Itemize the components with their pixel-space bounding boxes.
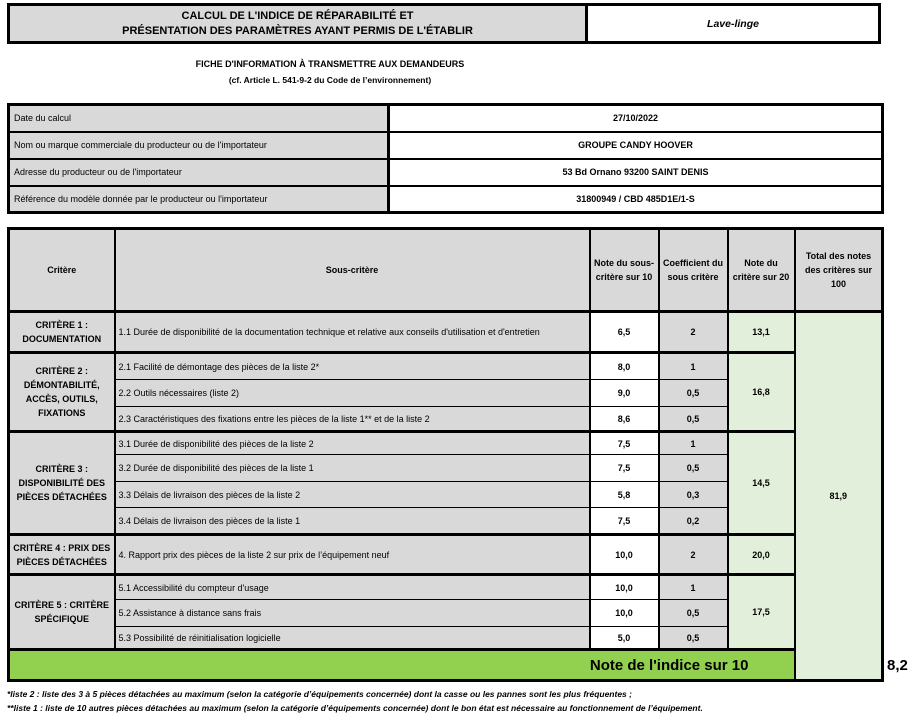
sub-criterion-1-1-cell: 1.1 Durée de disponibilité de la documentation technique et relative aux conseils d'utilisation et d'entretien bbox=[115, 312, 590, 353]
sub-criterion-2-1-cell: 2.1 Facilité de démontage des pièces de la liste 2* bbox=[115, 353, 590, 380]
subtitle-line1: FICHE D'INFORMATION À TRANSMETTRE AUX DEMANDEURS bbox=[195, 59, 465, 69]
header-sous-critere: Sous-critère bbox=[115, 229, 590, 312]
info-label-model: Référence du modèle donnée par le producteur ou l'importateur bbox=[9, 186, 389, 213]
header-total: Total des notes des critères sur 100 bbox=[795, 229, 883, 312]
final-index-row: Note de l'indice sur 10 8,2 bbox=[9, 650, 883, 681]
document-title-box bbox=[7, 3, 588, 44]
footnote-liste1: **liste 1 : liste de 10 autres pièces détachées au maximum (selon la catégorie d’équipements concernée) dont le bon état est nécessaire au fonctionnement de l’équipement. bbox=[7, 703, 703, 713]
info-value-brand: GROUPE CANDY HOOVER bbox=[389, 132, 883, 159]
table-row bbox=[9, 312, 883, 353]
coefficient-cell-2-3: 0,5 bbox=[659, 407, 728, 432]
info-row-address bbox=[9, 159, 883, 186]
table-row bbox=[9, 535, 883, 575]
header-critere: Critère bbox=[9, 229, 115, 312]
criterion-1-name-cell: CRITÈRE 1 : DOCUMENTATION bbox=[9, 312, 115, 353]
note-cell-3-3: 5,8 bbox=[590, 482, 659, 508]
final-index-label: Note de l'indice sur 10 bbox=[9, 650, 795, 681]
score-table bbox=[7, 227, 908, 682]
coefficient-cell-3-1: 1 bbox=[659, 432, 728, 455]
criterion-2-note20-cell: 16,8 bbox=[728, 353, 795, 432]
sub-criterion-2-3-cell: 2.3 Caractéristiques des fixations entre les pièces de la liste 1** et de la liste 2 bbox=[115, 407, 590, 432]
sub-criterion-3-1-cell: 3.1 Durée de disponibilité des pièces de la liste 2 bbox=[115, 432, 590, 455]
note-cell-2-1: 8,0 bbox=[590, 353, 659, 380]
subtitle-block bbox=[0, 57, 660, 88]
table-row bbox=[9, 575, 883, 600]
info-value-date: 27/10/2022 bbox=[389, 105, 883, 132]
info-row-model bbox=[9, 186, 883, 213]
table-row bbox=[9, 432, 883, 455]
coefficient-cell-3-2: 0,5 bbox=[659, 455, 728, 482]
score-table-header-row bbox=[9, 229, 883, 312]
coefficient-cell-5-3: 0,5 bbox=[659, 627, 728, 650]
coefficient-cell-2-2: 0,5 bbox=[659, 380, 728, 407]
note-cell-2-3: 8,6 bbox=[590, 407, 659, 432]
producer-info-table bbox=[7, 103, 884, 214]
criterion-5-note20-cell: 17,5 bbox=[728, 575, 795, 650]
footnotes-block bbox=[7, 687, 881, 715]
info-value-address: 53 Bd Ornano 93200 SAINT DENIS bbox=[389, 159, 883, 186]
sub-criterion-4-cell: 4. Rapport prix des pièces de la liste 2 sur prix de l’équipement neuf bbox=[115, 535, 590, 575]
header-note-sous-critere: Note du sous-critère sur 10 bbox=[590, 229, 659, 312]
sub-criterion-3-2-cell: 3.2 Durée de disponibilité des pièces de la liste 1 bbox=[115, 455, 590, 482]
note-cell-3-1: 7,5 bbox=[590, 432, 659, 455]
footnote-liste2: *liste 2 : liste des 3 à 5 pièces détachées au maximum (selon la catégorie d’équipements concernée) dont la casse ou les pannes sont les plus fréquentes ; bbox=[7, 689, 632, 699]
sub-criterion-3-4-cell: 3.4 Délais de livraison des pièces de la liste 1 bbox=[115, 508, 590, 535]
coefficient-cell-5-2: 0,5 bbox=[659, 600, 728, 627]
note-cell-3-2: 7,5 bbox=[590, 455, 659, 482]
sub-criterion-5-1-cell: 5.1 Accessibilité du compteur d'usage bbox=[115, 575, 590, 600]
note-cell-5-2: 10,0 bbox=[590, 600, 659, 627]
document-title-line1: CALCUL DE L'INDICE DE RÉPARABILITÉ ET bbox=[181, 9, 414, 22]
header-coefficient: Coefficient du sous critère bbox=[659, 229, 728, 312]
note-cell-2-2: 9,0 bbox=[590, 380, 659, 407]
coefficient-cell-2-1: 1 bbox=[659, 353, 728, 380]
product-type-box bbox=[585, 3, 881, 44]
document-title-line2: PRÉSENTATION DES PARAMÈTRES AYANT PERMIS DE L'ÉTABLIR bbox=[122, 24, 473, 37]
coefficient-cell-3-4: 0,2 bbox=[659, 508, 728, 535]
criterion-1-note20-cell: 13,1 bbox=[728, 312, 795, 353]
total-sur-100-cell: 81,9 bbox=[795, 312, 883, 681]
info-row-date bbox=[9, 105, 883, 132]
note-cell-3-4: 7,5 bbox=[590, 508, 659, 535]
product-type-label: Lave-linge bbox=[707, 17, 759, 30]
note-cell-4: 10,0 bbox=[590, 535, 659, 575]
sub-criterion-2-2-cell: 2.2 Outils nécessaires (liste 2) bbox=[115, 380, 590, 407]
criterion-3-note20-cell: 14,5 bbox=[728, 432, 795, 535]
criterion-5-name-cell: CRITÈRE 5 : CRITÈRE SPÉCIFIQUE bbox=[9, 575, 115, 650]
note-cell-5-1: 10,0 bbox=[590, 575, 659, 600]
info-label-address: Adresse du producteur ou de l'importateur bbox=[9, 159, 389, 186]
table-row bbox=[9, 353, 883, 380]
note-cell-1-1: 6,5 bbox=[590, 312, 659, 353]
criterion-4-name-cell: CRITÈRE 4 : PRIX DES PIÈCES DÉTACHÉES bbox=[9, 535, 115, 575]
coefficient-cell-5-1: 1 bbox=[659, 575, 728, 600]
coefficient-cell-3-3: 0,3 bbox=[659, 482, 728, 508]
info-label-date: Date du calcul bbox=[9, 105, 389, 132]
sub-criterion-5-3-cell: 5.3 Possibilité de réinitialisation logicielle bbox=[115, 627, 590, 650]
header-note-critere: Note du critère sur 20 bbox=[728, 229, 795, 312]
coefficient-cell-4: 2 bbox=[659, 535, 728, 575]
info-row-brand bbox=[9, 132, 883, 159]
info-value-model: 31800949 / CBD 485D1E/1-S bbox=[389, 186, 883, 213]
info-label-brand: Nom ou marque commerciale du producteur ou de l'importateur bbox=[9, 132, 389, 159]
subtitle-line2: (cf. Article L. 541-9-2 du Code de l’environnement) bbox=[228, 75, 432, 85]
criterion-2-name-cell: CRITÈRE 2 : DÉMONTABILITÉ, ACCÈS, OUTILS, FIXATIONS bbox=[9, 353, 115, 432]
criterion-4-note20-cell: 20,0 bbox=[728, 535, 795, 575]
sub-criterion-5-2-cell: 5.2 Assistance à distance sans frais bbox=[115, 600, 590, 627]
sub-criterion-3-3-cell: 3.3 Délais de livraison des pièces de la liste 2 bbox=[115, 482, 590, 508]
criterion-3-name-cell: CRITÈRE 3 : DISPONIBILITÉ DES PIÈCES DÉTACHÉES bbox=[9, 432, 115, 535]
coefficient-cell-1-1: 2 bbox=[659, 312, 728, 353]
note-cell-5-3: 5,0 bbox=[590, 627, 659, 650]
